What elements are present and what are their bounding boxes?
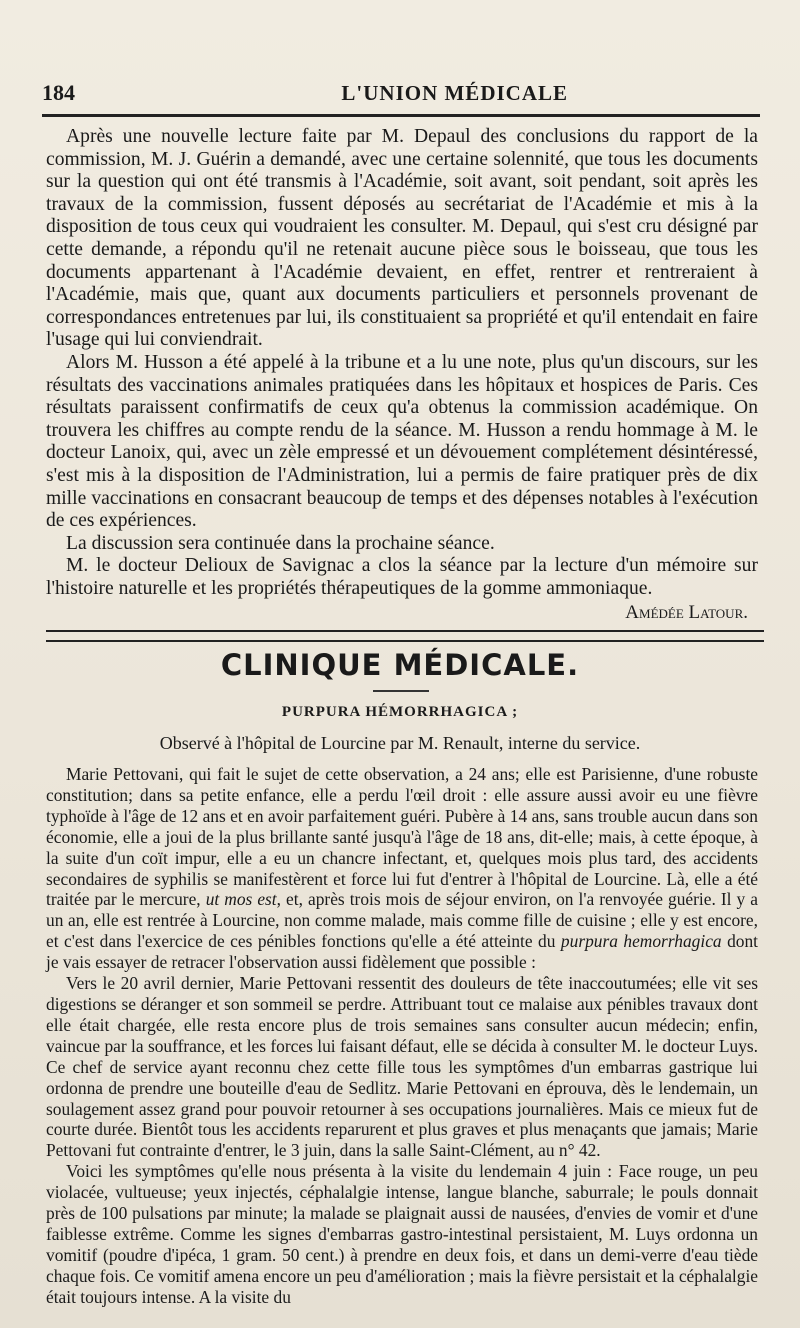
running-title: L'UNION MÉDICALE — [341, 81, 568, 105]
italic-phrase: purpura hemorrhagica — [560, 931, 722, 952]
section-divider — [46, 630, 764, 642]
italic-phrase: ut mos est — [205, 889, 277, 910]
header-rule — [42, 114, 760, 117]
page-header — [42, 80, 758, 110]
paragraph — [46, 764, 758, 973]
title-underline — [373, 690, 429, 692]
paragraph: La discussion sera continuée dans la prochaine séance. — [66, 532, 495, 554]
page-number: 184 — [42, 80, 75, 105]
academy-report-section — [46, 126, 758, 625]
paragraph: Vers le 20 avril dernier, Marie Pettovani ressentit des douleurs de tête inaccoutumées; elle vit ses digestions se déranger et son sommeil se perdre. Attribuant tout ce malaise aux pénibles travaux dont elle était chargée, elle resta encore plus de trois semaines sans consulter aucun médecin; enfin, vaincue par la souffrance, et les forces lui faisant défaut, elle se décida à consulter M. le docteur Luys. Ce chef de service ayant reconnu chez cette fille tous les symptômes d'un embarras gastrique lui ordonna de prendre une bouteille d'eau de Sedlitz. Marie Pettovani en éprouva, dès le lendemain, un soulagement assez grand pour pouvoir retourner à ses occupations journalières. Mais ce mieux fut de courte durée. Bientôt tous les accidents reparurent et plus graves et plus menaçants que jamais; Marie Pettovani fut contrainte d'entrer, le 3 juin, dans la salle Saint-Clément, au n° 42. — [46, 973, 758, 1161]
article-subtitle: PURPURA HÉMORRHAGICA ; — [281, 704, 519, 720]
text-run: dont je vais essayer de retracer l'observation aussi fidèlement que possible : — [46, 931, 758, 973]
clinical-observation-section — [46, 764, 758, 1308]
author-signature: Amédée Latour. — [625, 602, 748, 624]
paragraph: M. le docteur Delioux de Savignac a clos la séance par la lecture d'un mémoire sur l'histoire naturelle et les propriétés thérapeutiques de la gomme ammoniaque. — [46, 555, 758, 599]
paragraph: Voici les symptômes qu'elle nous présenta à la visite du lendemain 4 juin : Face rouge, un peu violacée, vultueuse; yeux injectés, céphalalgie intense, langue blanche, saburrale; le pouls donnait près de 100 pulsations par minute; la malade se plaignait aussi de nausées, d'envies de vomir et d'une faiblesse extrême. Comme les signes d'embarras gastro-intestinal persistaient, M. Luys ordonna un vomitif (poudre d'ipéca, 1 gram. 50 cent.) à prendre en deux fois, et dans un demi-verre d'eau tiède chaque fois. Ce vomitif amena encore un peu d'amélioration ; mais la fièvre persistait et la céphalalgie était toujours intense. A la visite du — [46, 1161, 758, 1307]
text-run: , et, après trois mois de séjour environ, on l'a renvoyée guérie. Il y a un an, elle est rentrée à Lourcine, non comme malade, mais comme fille de cuisine ; elle y est encore, et c'est dans l'exercice de ces pénibles fonctions qu'elle a été atteinte du — [46, 889, 758, 952]
paragraph: Alors M. Husson a été appelé à la tribune et a lu une note, plus qu'un discours, sur les résultats des vaccinations animales pratiquées dans les hôpitaux et hospices de Paris. Ces résultats paraissent confirmatifs de ceux qu'a obtenus la commission académique. On trouvera les chiffres au compte rendu de la séance. M. Husson a rendu hommage à M. le docteur Lanoix, qui, avec un zèle empressé et un dévouement complétement désintéressé, s'est mis à la disposition de l'Administration, lui a permis de faire pratiquer près de dix mille vaccinations en consacrant beaucoup de temps et des dépenses notables à l'exécution de ces expériences. — [46, 351, 758, 532]
article-byline: Observé à l'hôpital de Lourcine par M. Renault, interne du service. — [159, 733, 641, 753]
section-title: CLINIQUE MÉDICALE. — [220, 648, 580, 682]
text-run: Marie Pettovani, qui fait le sujet de cette observation, a 24 ans; elle est Parisienne, d'une robuste constitution; dans sa petite enfance, elle a perdu l'œil droit : elle assure aussi avoir eu une fièvre typhoïde à l'âge de 12 ans et en avoir parfaitement guéri. Pubère à 14 ans, sans trouble aucun dans son économie, elle a joui de la plus brillante santé jusqu'à l'âge de 18 ans, dit-elle; mais, à cette époque, à la suite d'un coït impur, elle a eu un chancre infectant, et, quelques mois plus tard, des accidents secondaires de syphilis se manifestèrent et force lui fut d'entrer à l'hôpital de Lourcine. Là, elle a été traitée par le mercure, — [46, 764, 758, 910]
paragraph: Après une nouvelle lecture faite par M. Depaul des conclusions du rapport de la commission, M. J. Guérin a demandé, avec une certaine solennité, que tous les documents sur la question qui ont été transmis à l'Académie, soit avant, soit pendant, soit après les travaux de la commission, fussent déposés au secrétariat de l'Académie et mis à la disposition de tous ceux qui voudraient les consulter. M. Depaul, qui s'est cru désigné par cette demande, a répondu qu'il ne retenait aucune pièce sous le boisseau, que tous les documents appartenant à l'Académie devaient, en effet, rentrer et rentreraient à l'Académie, mais que, quant aux documents particuliers et personnels provenant de correspondances entretenues par lui, ils constituaient sa propriété et qu'il entendait en faire l'usage qui lui conviendrait. — [46, 126, 758, 351]
